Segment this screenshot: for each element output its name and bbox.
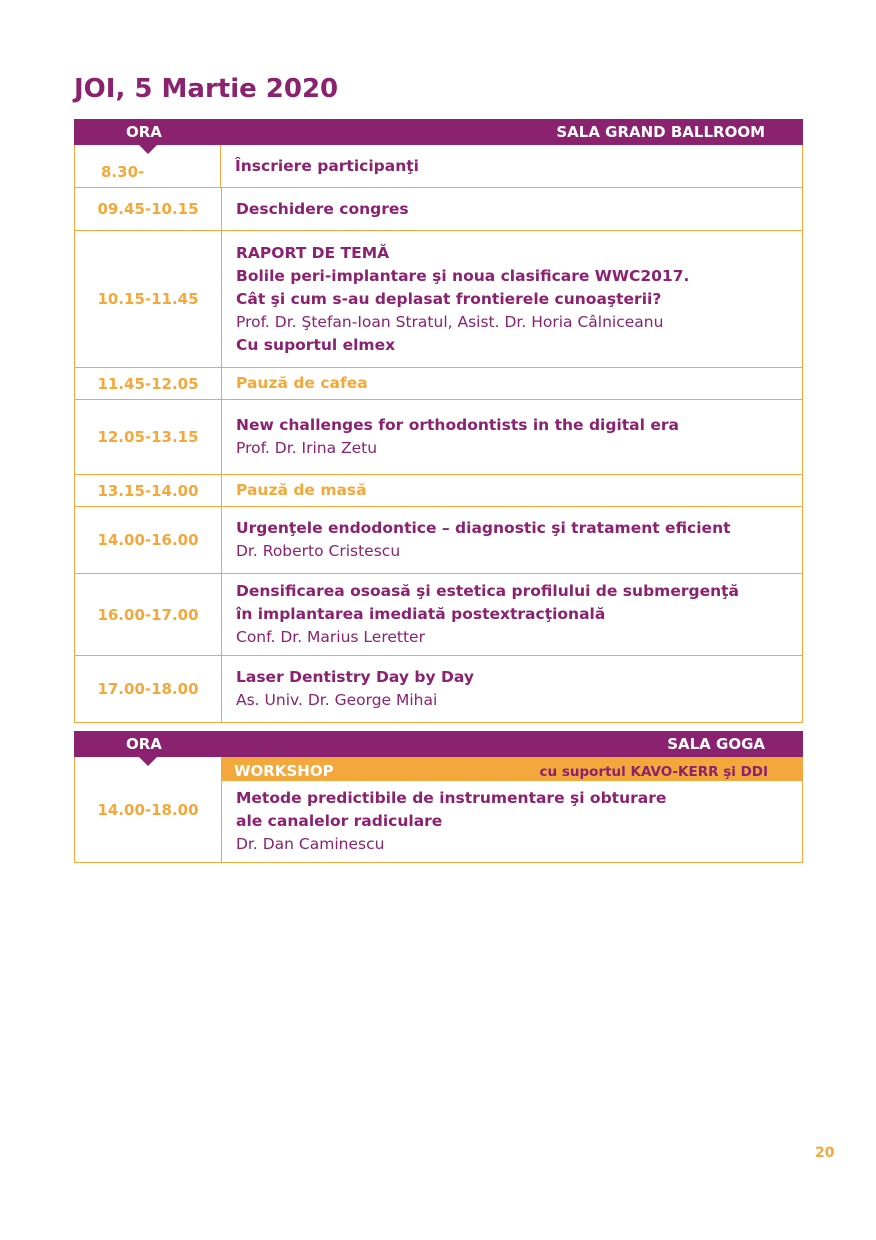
session-details	[222, 400, 802, 474]
room-column-header: SALA GRAND BALLROOM	[556, 123, 765, 141]
schedule-row	[74, 368, 803, 400]
session-speakers: As. Univ. Dr. George Mihai	[236, 691, 438, 709]
goga-schedule	[74, 731, 803, 863]
session-time: 13.15-14.00	[75, 475, 222, 506]
session-time: 14.00-16.00	[75, 507, 222, 573]
page-number: 20	[815, 1145, 835, 1161]
session-speakers: Prof. Dr. Ştefan-Ioan Stratul, Asist. Dr. Horia Câlniceanu	[236, 312, 664, 331]
schedule-row	[74, 574, 803, 656]
session-details	[221, 145, 802, 187]
session-time: 11.45-12.05	[75, 368, 222, 399]
session-time: 12.05-13.15	[75, 400, 222, 474]
session-details	[222, 188, 802, 230]
session-details	[222, 368, 802, 399]
workshop-banner	[222, 757, 802, 781]
session-details	[222, 231, 802, 367]
break-title: Pauză de cafea	[236, 374, 368, 392]
session-label: RAPORT DE TEMĂ	[236, 243, 390, 262]
schedule-row	[74, 507, 803, 574]
grand-ballroom-schedule	[74, 119, 803, 723]
session-title: Metode predictibile de instrumentare şi obturare	[236, 789, 667, 807]
session-time: 10.15-11.45	[75, 231, 222, 367]
schedule-row	[74, 231, 803, 368]
schedule-header	[74, 119, 803, 145]
session-time: 16.00-17.00	[75, 574, 222, 655]
session-title: ale canalelor radiculare	[236, 812, 443, 830]
session-title: în implantarea imediată postextracţională	[236, 605, 606, 623]
schedule-row	[74, 145, 803, 188]
page-title: JOI, 5 Martie 2020	[74, 74, 339, 104]
session-time: 17.00-18.00	[75, 656, 222, 722]
session-title: Deschidere congres	[236, 199, 409, 218]
session-time: 09.45-10.15	[75, 188, 222, 230]
schedule-row	[74, 188, 803, 231]
time-column-header: ORA	[126, 735, 162, 753]
workshop-label: WORKSHOP	[234, 762, 334, 780]
header-pointer	[139, 145, 157, 154]
schedule-header	[74, 731, 803, 757]
workshop-sponsor: cu suportul KAVO-KERR şi DDI	[539, 764, 768, 780]
session-sponsor: Cu suportul elmex	[236, 335, 396, 354]
schedule-row	[74, 656, 803, 723]
break-title: Pauză de masă	[236, 481, 367, 499]
schedule-row	[74, 475, 803, 507]
session-title: New challenges for orthodontists in the digital era	[236, 416, 679, 434]
session-details	[222, 507, 802, 573]
session-title: Densificarea osoasă şi estetica profilului de submergenţă	[236, 582, 739, 600]
schedule-row	[74, 757, 803, 863]
session-time: 14.00-18.00	[75, 757, 222, 862]
session-title: Cât şi cum s-au deplasat frontierele cunoaşterii?	[236, 289, 662, 308]
time-column-header: ORA	[126, 123, 162, 141]
session-time: 8.30-	[75, 145, 221, 187]
schedule-row	[74, 400, 803, 475]
session-title: Urgenţele endodontice – diagnostic şi tratament eficient	[236, 519, 731, 537]
session-details	[222, 757, 802, 862]
room-column-header: SALA GOGA	[667, 735, 765, 753]
session-details	[222, 574, 802, 655]
session-speakers: Dr. Dan Caminescu	[236, 835, 385, 853]
session-title: Laser Dentistry Day by Day	[236, 668, 474, 686]
session-title: Înscriere participanţi	[235, 156, 419, 175]
session-speakers: Conf. Dr. Marius Leretter	[236, 628, 425, 646]
session-speakers: Dr. Roberto Cristescu	[236, 542, 401, 560]
header-pointer	[139, 757, 157, 766]
session-speakers: Prof. Dr. Irina Zetu	[236, 439, 378, 457]
session-details	[222, 656, 802, 722]
session-title: Bolile peri-implantare şi noua clasificare WWC2017.	[236, 266, 690, 285]
session-details	[222, 475, 802, 506]
